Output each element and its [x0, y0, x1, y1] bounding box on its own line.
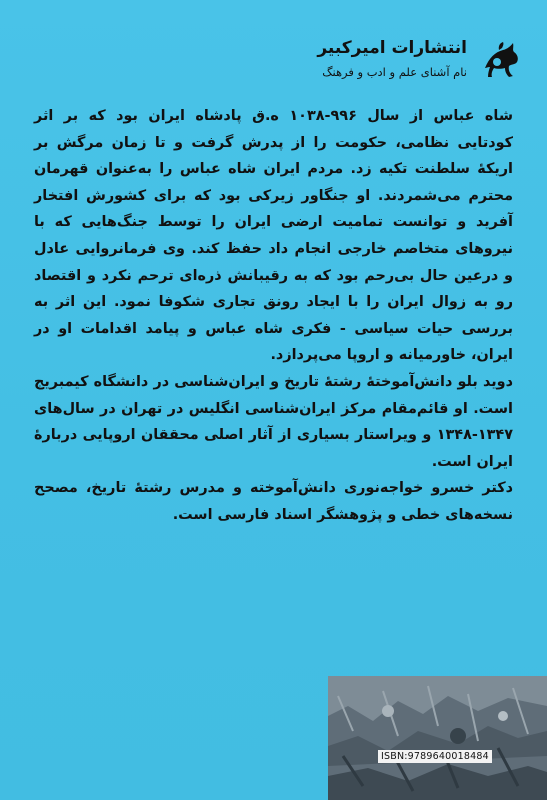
horse-rider-logo-icon [479, 38, 523, 82]
blurb-paragraph: شاه عباس از سال ۹۹۶-۱۰۳۸ ه.ق پادشاه ایران بود که بر اثر کودتایی نظامی، حکومت را از پدرش گرفت و تا زمان مرگش بر اریکهٔ سلطنت تکیه زد. مردم ایران شاه عباس را به‌عنوان قهرمان محترم می‌شمردند. او جنگاور زیرکی بود که برای کشورش افتخار آفرید و توانست تمامیت ارضی ایران را توسط جنگ‌هایی که با نیروهای متخاصم خارجی انجام داد حفظ کند. وی فرمانروایی عادل و درعین حال بی‌رحم بود که به رقیبانش ذره‌ای ترحم نکرد و اقتصاد رو به زوال ایران را با ایجاد رونق تجاری شکوفا نمود. این اثر به بررسی حیات سیاسی - فکری شاه عباس و پیامد اقدامات او در ایران، خاورمیانه و اروپا می‌پردازد. [34, 108, 513, 364]
author-bio-paragraph: دوید بلو دانش‌آموختهٔ رشتهٔ تاریخ و ایران‌شناسی در دانشگاه کیمبریج است. او قائم‌مقام مرکز ایران‌شناسی انگلیس در تهران در سال‌های ۱۳۴۷-۱۳۴۸ و ویراستار بسیاری از آثار اصلی محققان اروپایی دربارهٔ ایران است. [34, 373, 513, 470]
barcode-illustration [328, 676, 547, 800]
isbn-label: ISBN:9789640018484 [378, 750, 492, 763]
publisher-name: انتشارات امیرکبیر [317, 38, 467, 58]
blurb-text [34, 103, 513, 529]
publisher-header [263, 36, 523, 92]
publisher-tagline: نام آشنای علم و ادب و فرهنگ [322, 65, 467, 79]
translator-bio-paragraph: دکتر خسرو خواجه‌نوری دانش‌آموخته و مدرس رشتهٔ تاریخ، مصحح نسخه‌های خطی و پژوهشگر اسناد فارسی است. [34, 480, 513, 523]
